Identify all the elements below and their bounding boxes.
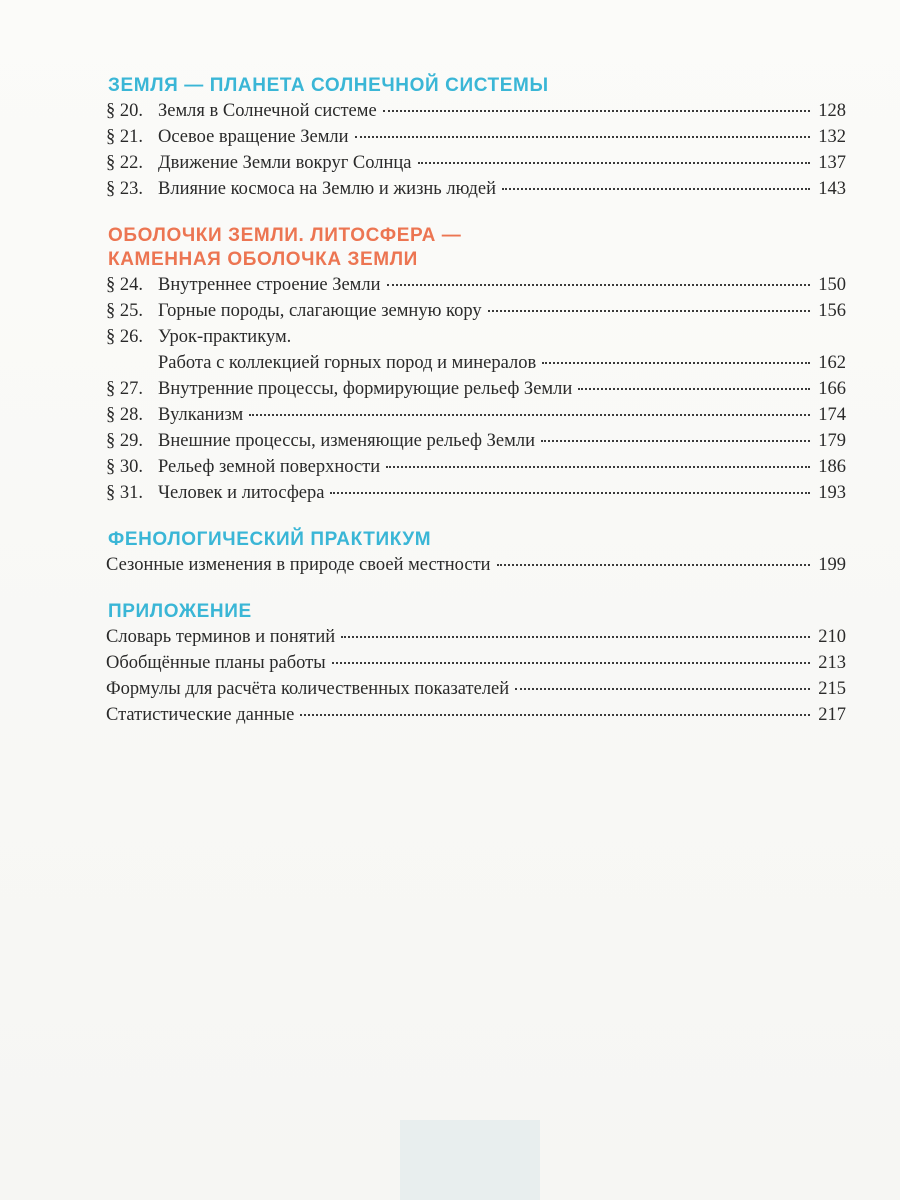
toc-entry <box>106 376 846 402</box>
page-number: 132 <box>818 127 846 147</box>
page-number: 215 <box>818 679 846 699</box>
entry-title: Статистические данные <box>106 705 295 725</box>
entry-title: Обобщённые планы работы <box>106 653 326 673</box>
toc-entry <box>106 324 846 350</box>
entry-title: Внешние процессы, изменяющие рельеф Земли <box>158 431 535 451</box>
page-number: 213 <box>818 653 846 673</box>
page-number: 150 <box>818 275 846 295</box>
toc-entries <box>106 624 846 728</box>
toc-entry <box>106 150 846 176</box>
section-heading: ОБОЛОЧКИ ЗЕМЛИ. ЛИТОСФЕРА — <box>108 225 462 246</box>
entry-title: Влияние космоса на Землю и жизнь людей <box>158 179 496 199</box>
section-gap <box>106 578 846 600</box>
entry-title: Урок-практикум. <box>158 327 292 347</box>
paragraph-number: § 22. <box>106 153 143 173</box>
section-gap <box>106 202 846 224</box>
page-number: 186 <box>818 457 846 477</box>
page-number: 210 <box>818 627 846 647</box>
dot-leader <box>497 564 810 566</box>
paragraph-number: § 26. <box>106 327 143 347</box>
dot-leader <box>355 136 810 138</box>
toc-entry <box>106 298 846 324</box>
dot-leader <box>488 310 810 312</box>
toc-entry <box>106 272 846 298</box>
toc-entry-continuation <box>106 350 846 376</box>
page-number: 137 <box>818 153 846 173</box>
toc-entry <box>106 702 846 728</box>
toc-entry <box>106 624 846 650</box>
toc-entry <box>106 98 846 124</box>
toc-section <box>106 528 846 578</box>
paragraph-number: § 23. <box>106 179 143 199</box>
dot-leader <box>578 388 810 390</box>
dot-leader <box>541 440 810 442</box>
section-gap <box>106 506 846 528</box>
paragraph-number: § 28. <box>106 405 143 425</box>
entry-title: Движение Земли вокруг Солнца <box>158 153 412 173</box>
toc-section <box>106 74 846 202</box>
page-number: 128 <box>818 101 846 121</box>
section-heading: ЗЕМЛЯ — ПЛАНЕТА СОЛНЕЧНОЙ СИСТЕМЫ <box>108 75 549 96</box>
entry-title: Сезонные изменения в природе своей местности <box>106 555 491 575</box>
toc-entry <box>106 676 846 702</box>
toc-entries <box>106 552 846 578</box>
dot-leader <box>502 188 810 190</box>
toc-section <box>106 600 846 728</box>
dot-leader <box>542 362 810 364</box>
paragraph-number: § 31. <box>106 483 143 503</box>
page-number: 199 <box>818 555 846 575</box>
toc-entry <box>106 480 846 506</box>
entry-title: Вулканизм <box>158 405 244 425</box>
paragraph-number: § 25. <box>106 301 143 321</box>
toc-entry <box>106 176 846 202</box>
toc-entry <box>106 454 846 480</box>
page-number: 174 <box>818 405 846 425</box>
toc-entry <box>106 402 846 428</box>
entry-title: Внутреннее строение Земли <box>158 275 381 295</box>
dot-leader <box>383 110 810 112</box>
toc-entry <box>106 552 846 578</box>
toc-entries <box>106 272 846 506</box>
page-number: 162 <box>818 353 846 373</box>
section-heading: ПРИЛОЖЕНИЕ <box>108 601 252 622</box>
paragraph-number: § 30. <box>106 457 143 477</box>
page-number: 166 <box>818 379 846 399</box>
entry-title: Внутренние процессы, формирующие рельеф Земли <box>158 379 573 399</box>
paragraph-number: § 24. <box>106 275 143 295</box>
page-number: 156 <box>818 301 846 321</box>
dot-leader <box>332 662 810 664</box>
toc-entry <box>106 650 846 676</box>
entry-title: Формулы для расчёта количественных показателей <box>106 679 510 699</box>
entry-title: Земля в Солнечной системе <box>158 101 377 121</box>
entry-title: Горные породы, слагающие земную кору <box>158 301 482 321</box>
toc-entries <box>106 98 846 202</box>
paragraph-number: § 20. <box>106 101 143 121</box>
dot-leader <box>300 714 810 716</box>
entry-title: Работа с коллекцией горных пород и минералов <box>158 353 537 373</box>
section-heading: КАМЕННАЯ ОБОЛОЧКА ЗЕМЛИ <box>108 249 418 270</box>
toc-entry <box>106 124 846 150</box>
dot-leader <box>515 688 810 690</box>
dot-leader <box>386 466 810 468</box>
dot-leader <box>418 162 811 164</box>
entry-title: Осевое вращение Земли <box>158 127 349 147</box>
section-heading: ФЕНОЛОГИЧЕСКИЙ ПРАКТИКУМ <box>108 529 432 550</box>
paragraph-number: § 29. <box>106 431 143 451</box>
dot-leader <box>249 414 810 416</box>
print-bleed-mark <box>400 1120 540 1200</box>
dot-leader <box>341 636 810 638</box>
page-number: 217 <box>818 705 846 725</box>
dot-leader <box>387 284 810 286</box>
paragraph-number: § 27. <box>106 379 143 399</box>
page-number: 193 <box>818 483 846 503</box>
entry-title: Человек и литосфера <box>158 483 325 503</box>
toc-section <box>106 224 846 506</box>
entry-title: Словарь терминов и понятий <box>106 627 336 647</box>
page-number: 143 <box>818 179 846 199</box>
toc-entry <box>106 428 846 454</box>
table-of-contents <box>106 74 846 728</box>
page-number: 179 <box>818 431 846 451</box>
dot-leader <box>330 492 810 494</box>
paragraph-number: § 21. <box>106 127 143 147</box>
entry-title: Рельеф земной поверхности <box>158 457 381 477</box>
